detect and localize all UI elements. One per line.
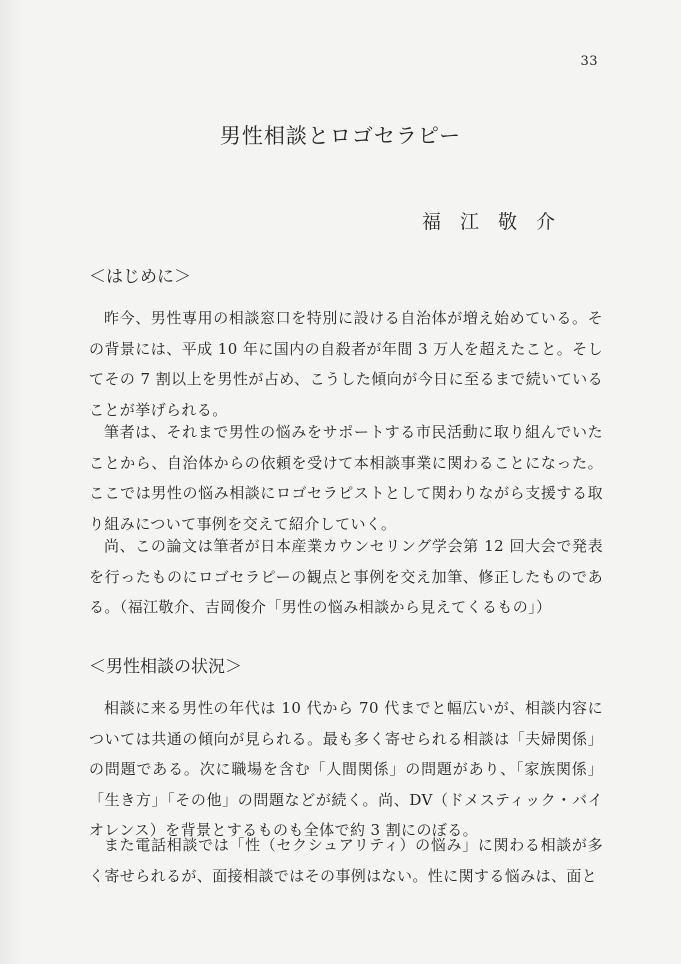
intro-paragraph-3: 尚、この論文は筆者が日本産業カウンセリング学会第 12 回大会で発表を行ったものにロゴセラピーの観点と事例を交え加筆、修正したものである。（福江敬介、吉岡俊介「男性の悩み相談から見えてくるもの」） [89,537,603,616]
page-number: 33 [580,54,598,69]
intro-paragraph-1: 昨今、男性専用の相談窓口を特別に設ける自治体が増え始めている。その背景には、平成 10 年に国内の自殺者が年間 3 万人を超えたこと。そしてその 7 割以上を男性が占め、こうした傾向が今日に至るまで続いていることが挙げられる。 [89,309,603,419]
situation-paragraph-2: また電話相談では「性（セクシュアリティ）の悩み」に関わる相談が多く寄せられるが、面接相談ではその事例はない。性に関する悩みは、面と [89,836,603,885]
situation-paragraph-1: 相談に来る男性の年代は 10 代から 70 代までと幅広いが、相談内容については共通の傾向が見られる。最も多く寄せられる相談は「夫婦関係」の問題である。次に職場を含む「人間関係」の問題があり、「家族関係」「生き方」「その他」の問題などが続く。尚、DV（ドメスティック・バイオレンス）を背景とするものも全体で約 3 割にのぼる。 [89,699,603,839]
section-heading-introduction: ＜はじめに＞ [89,267,191,287]
paper-title: 男性相談とロゴセラピー [219,124,462,148]
author-name: 福江敬介 [421,211,574,233]
intro-paragraph-2: 筆者は、それまで男性の悩みをサポートする市民活動に取り組んでいたことから、自治体からの依頼を受けて本相談事業に関わることになった。ここでは男性の悩み相談にロゴセラピストとして関わりながら支援する取り組みについて事例を交えて紹介していく。 [89,423,603,533]
section-heading-situation: ＜男性相談の状況＞ [89,657,242,677]
